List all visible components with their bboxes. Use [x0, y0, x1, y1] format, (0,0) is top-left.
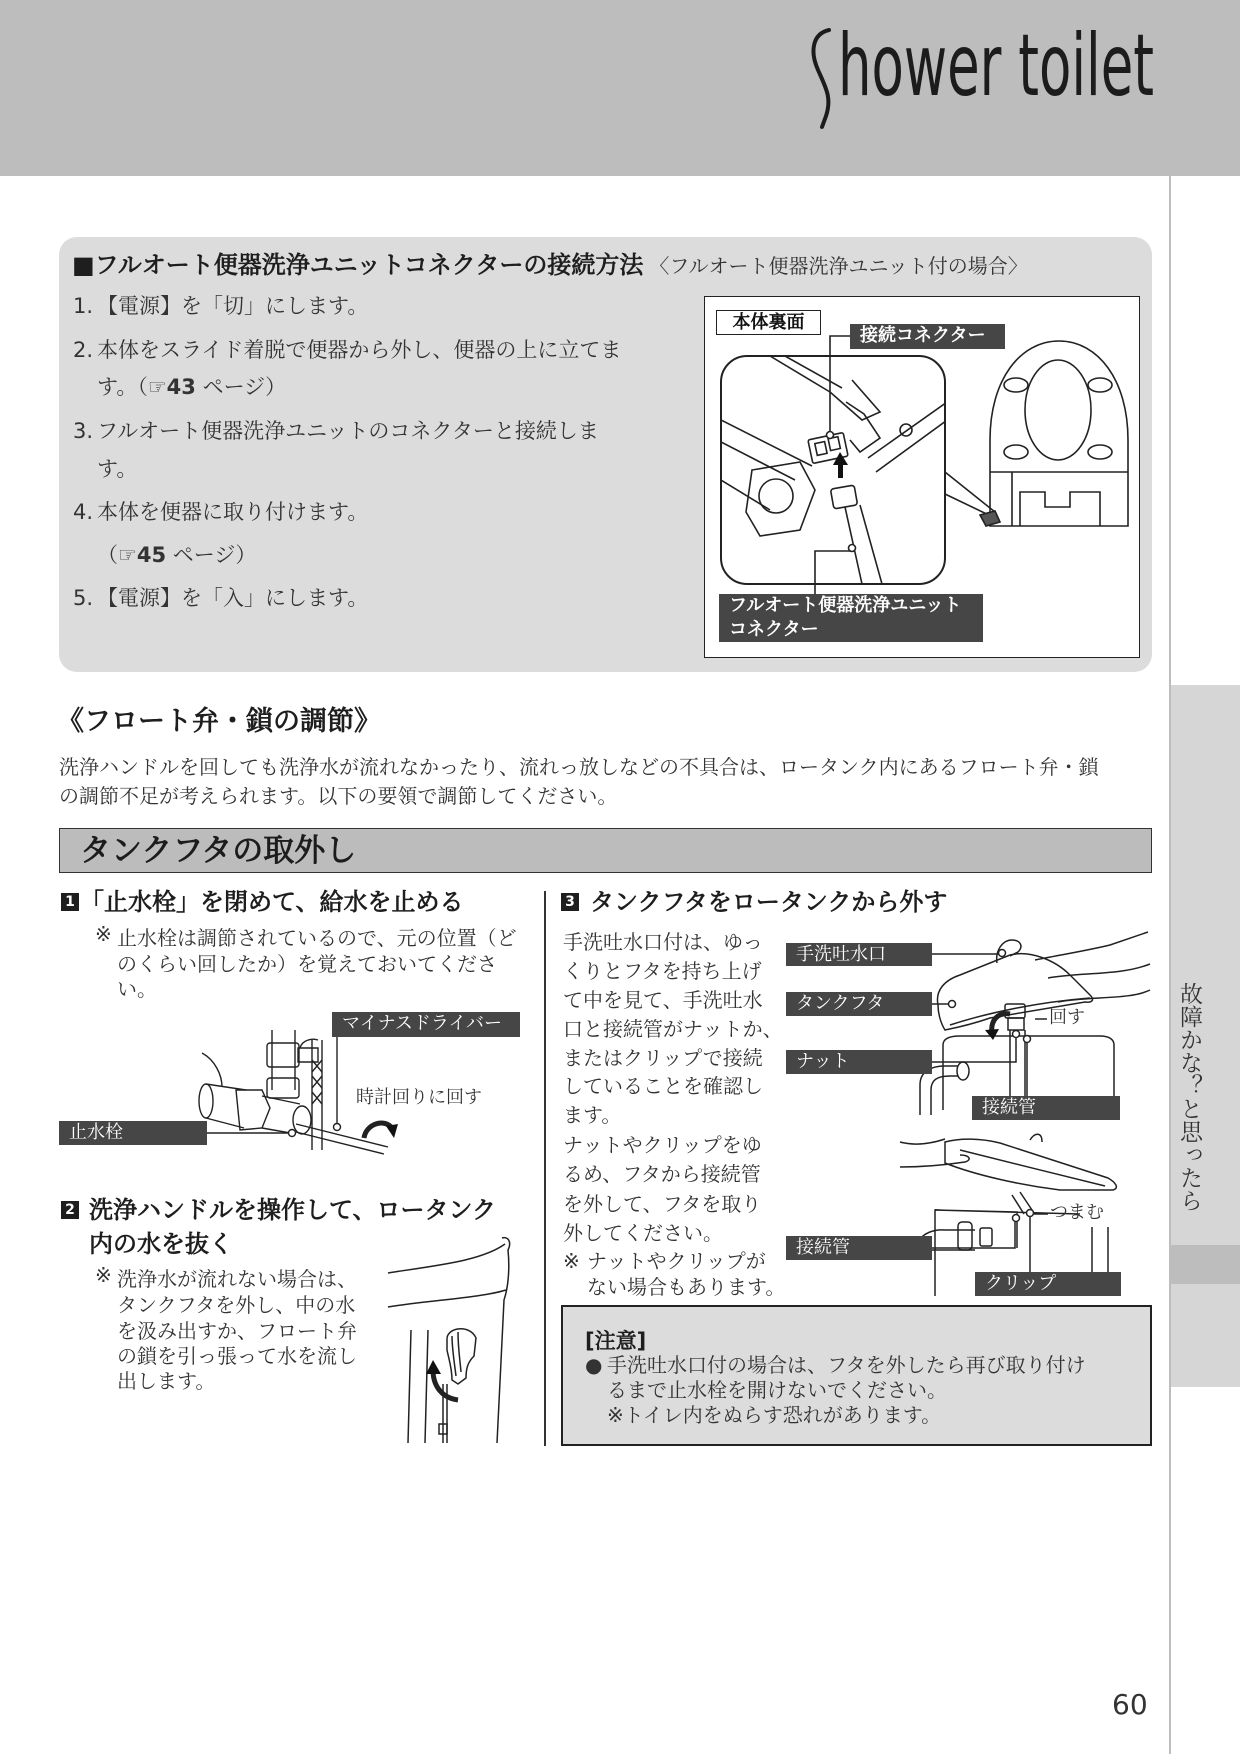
figure-label-line: フルオート便器洗浄ユニット	[729, 595, 962, 616]
note-line: 洗浄水が流れない場合は、	[117, 1267, 357, 1291]
step2-heading-line: 洗浄ハンドルを操作して、ロータンク	[89, 1196, 497, 1224]
figure-label-unit-connector	[719, 594, 983, 642]
body-line: 手洗吐水口付は、ゆっ	[563, 930, 763, 954]
connector-procedure-title	[72, 251, 1028, 280]
note-line: 止水栓は調節されているので、元の位置（ど	[117, 926, 517, 950]
page-number: 60	[1112, 1688, 1148, 1721]
step3-body	[563, 930, 786, 1301]
float-valve-paragraph-line: の調節不足が考えられます。以下の要領で調節してください。	[59, 784, 618, 808]
step-number: 2.	[73, 338, 94, 362]
step-item	[73, 500, 368, 524]
figure-label-line: コネクター	[729, 619, 819, 640]
step2-heading-line: 内の水を抜く	[89, 1230, 233, 1258]
body-line: くりとフタを持ち上げ	[563, 959, 762, 983]
step-item	[73, 338, 621, 362]
note-line: い。	[117, 977, 157, 1001]
connector-procedure-title-text: ■フルオート便器洗浄ユニットコネクターの接続方法	[72, 251, 644, 279]
step-number: 3.	[73, 419, 94, 443]
pointing-hand-icon: ☞	[147, 375, 167, 399]
note-line: ない場合もあります。	[587, 1275, 786, 1299]
figure-text-pinch: つまむ	[1050, 1202, 1104, 1223]
body-line: るめ、フタから接続管	[563, 1162, 761, 1186]
body-line: ます。	[563, 1103, 622, 1127]
note-line: を汲み出すか、フロート弁	[117, 1319, 357, 1343]
figure-text-turn-clockwise: 時計回りに回す	[356, 1087, 482, 1108]
figure-label-tank-lid: タンクフタ	[786, 992, 932, 1016]
page-reference-suffix: ページ）	[195, 375, 287, 399]
step-item	[73, 419, 599, 443]
figure-label-faucet: 手洗吐水口	[786, 943, 932, 966]
page-reference: 45	[136, 543, 167, 567]
step-continuation: す。	[97, 457, 138, 481]
figure-label-shutoff-valve: 止水栓	[59, 1121, 207, 1145]
float-valve-paragraph-line: 洗浄ハンドルを回しても洗浄水が流れなかったり、流れっ放しなどの不具合は、ロータンク内にあるフロート弁・鎖	[59, 755, 1099, 779]
step-text: フルオート便器洗浄ユニットのコネクターと接続しま	[97, 419, 599, 443]
step-text: （	[97, 543, 118, 567]
step-number: 1.	[73, 294, 94, 318]
page-header	[0, 0, 1240, 176]
figure-text-turn: 回す	[1049, 1007, 1085, 1028]
chapter-tab-label: 故障かな？と思ったら	[1176, 982, 1202, 1212]
step-text: 本体をスライド着脱で便器から外し、便器の上に立てま	[97, 338, 622, 362]
pointing-hand-icon: ☞	[118, 543, 137, 567]
step-item	[73, 294, 368, 318]
figure-label-screwdriver: マイナスドライバー	[332, 1012, 520, 1037]
step-continuation	[97, 375, 286, 399]
figure-label-connecting-pipe: 接続管	[972, 1096, 1120, 1120]
step3-heading: タンクフタをロータンクから外す	[590, 888, 948, 916]
figure-label-clip: クリップ	[975, 1272, 1121, 1296]
connector-procedure-subtitle: 〈フルオート便器洗浄ユニット付の場合〉	[649, 254, 1028, 278]
step-text: 【電源】を「入」にします。	[97, 586, 369, 610]
step-text: 【電源】を「切」にします。	[97, 294, 369, 318]
note-line: タンクフタを外し、中の水	[117, 1293, 356, 1317]
float-valve-heading: 《フロート弁・鎖の調節》	[57, 706, 381, 737]
note-line: の鎖を引っ張って水を流し	[117, 1344, 357, 1368]
note-mark: ※	[563, 1249, 580, 1273]
figure-label-connector: 接続コネクター	[850, 324, 1005, 349]
page-reference: 43	[166, 375, 196, 399]
tank-lid-title: タンクフタの取外し	[80, 833, 357, 869]
body-line: 口と接続管がナットか、	[563, 1017, 783, 1041]
note-line: ナットやクリップが	[587, 1249, 766, 1273]
note-line: 出します。	[117, 1369, 216, 1393]
column-divider	[544, 891, 546, 1446]
note-mark: ※	[95, 1263, 112, 1287]
note-line: のくらい回したか）を覚えておいてくださ	[117, 952, 497, 976]
caution-line: 手洗吐水口付の場合は、フタを外したら再び取り付け	[607, 1353, 1086, 1377]
note-mark: ※	[95, 922, 112, 946]
step-badge: 1	[61, 893, 79, 911]
step1-heading: 「止水栓」を閉めて、給水を止める	[80, 888, 464, 916]
body-line: て中を見て、手洗吐水	[563, 988, 763, 1012]
figure-label-connecting-pipe: 接続管	[786, 1236, 932, 1260]
caution-title: [注意]	[585, 1329, 647, 1353]
step-continuation	[97, 543, 256, 567]
flush-handle-illustration	[388, 1238, 510, 1443]
figure-label-nut: ナット	[786, 1050, 932, 1074]
step-text: 本体を便器に取り付けます。	[97, 500, 369, 524]
body-line: 外してください。	[563, 1221, 723, 1245]
body-line: を外して、フタを取り	[563, 1192, 762, 1216]
tank-lid-title-bar	[59, 828, 1152, 873]
step-text: す。（	[97, 375, 148, 399]
caution-note: ※トイレ内をぬらす恐れがあります。	[607, 1403, 942, 1427]
body-line: していることを確認し	[563, 1074, 763, 1098]
step-badge: 2	[61, 1201, 79, 1219]
tank-lid-lift-illustration	[920, 932, 1150, 1115]
body-line: ナットやクリップをゆ	[563, 1133, 762, 1157]
step-item	[73, 586, 368, 610]
body-line: またはクリップで接続	[563, 1046, 763, 1070]
step-number: 4.	[73, 500, 94, 524]
step2-note	[95, 1263, 375, 1393]
chapter-tab-marker	[1171, 1245, 1240, 1284]
page-reference-suffix: ページ）	[166, 543, 257, 567]
step1-note	[95, 922, 535, 1002]
step-badge: 3	[561, 893, 579, 911]
bullet-icon: ●	[585, 1353, 603, 1377]
figure-label-rear-view: 本体裏面	[716, 310, 821, 335]
step-number: 5.	[73, 586, 94, 610]
brand-wordmark: hower toilet	[838, 16, 1154, 116]
caution-line: るまで止水栓を開けないでください。	[607, 1378, 947, 1402]
